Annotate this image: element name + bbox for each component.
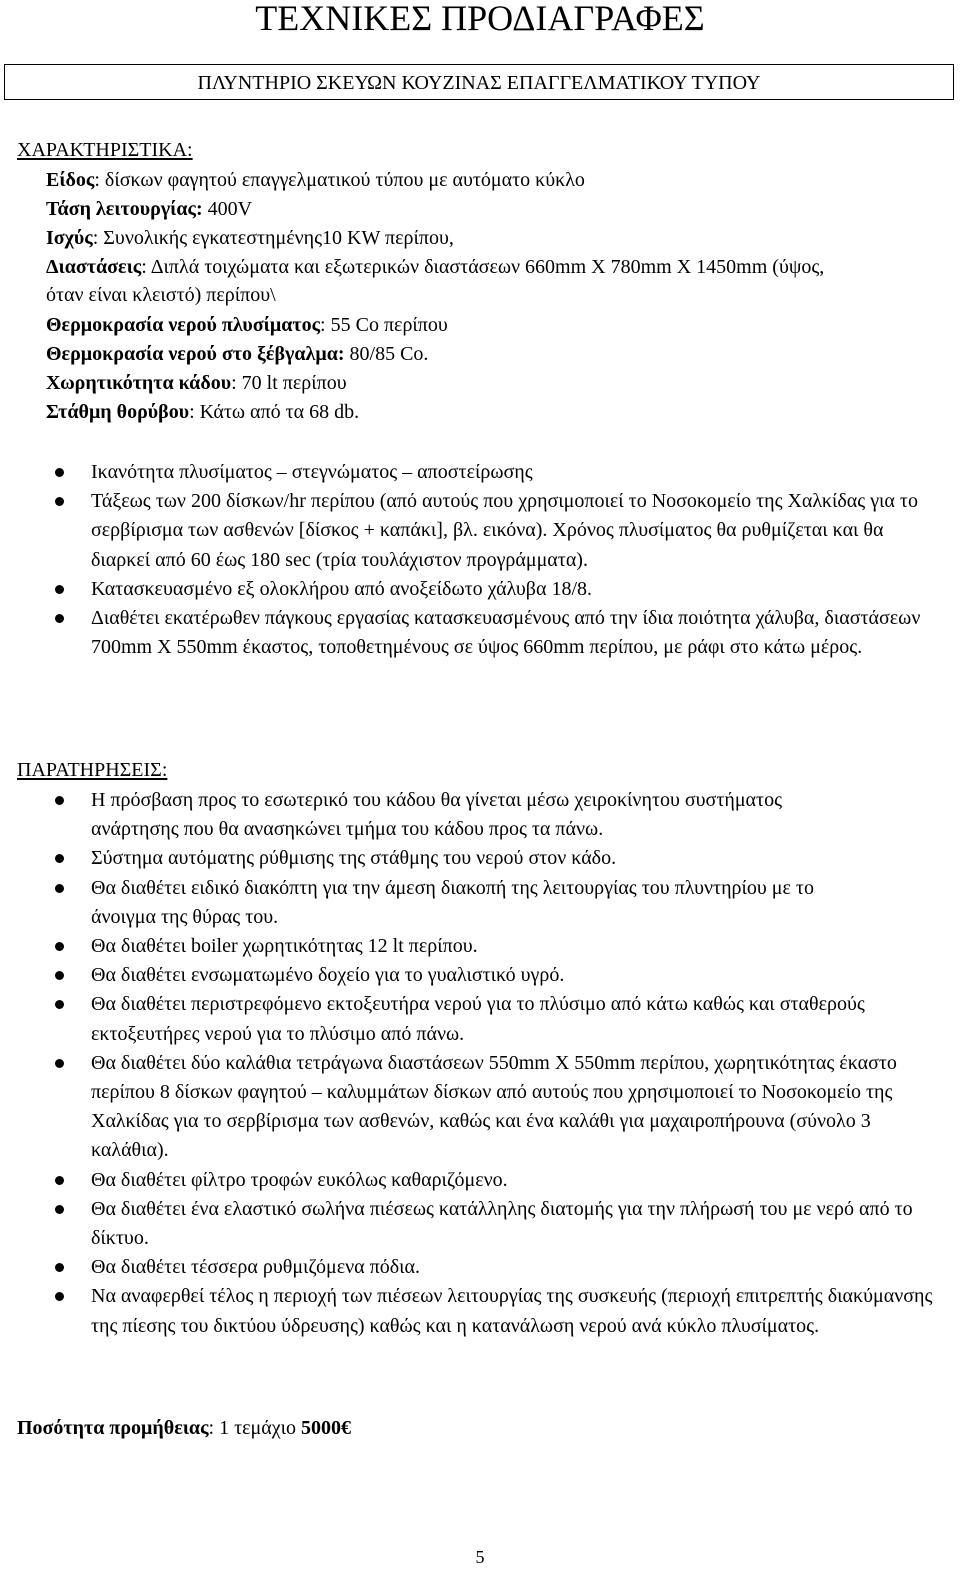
- spec-row: [46, 166, 926, 194]
- bullet-icon: [55, 1263, 64, 1272]
- bullet-icon: [55, 971, 64, 980]
- bullet-icon: [55, 884, 64, 893]
- list-item: [0, 1049, 960, 1166]
- list-item-text: Θα διαθέτει φίλτρο τροφών ευκόλως καθαριζόμενο.: [91, 1168, 508, 1191]
- page-number: 5: [475, 1547, 485, 1567]
- list-item: [0, 1282, 960, 1340]
- list-item: [0, 786, 960, 844]
- spec-row: [46, 398, 926, 426]
- page-title: ΤΕΧΝΙΚΕΣ ΠΡΟΔΙΑΓΡΑΦΕΣ: [255, 0, 705, 38]
- list-item: [0, 575, 960, 604]
- spec-label: Χωρητικότητα κάδου: [46, 372, 232, 394]
- bullet-icon: [55, 614, 64, 623]
- spec-label: Θερμοκρασία νερού πλυσίματος: [46, 314, 321, 336]
- quantity-text: : 1 τεμάχιο: [208, 1417, 301, 1439]
- spec-value: 80/85 Co.: [344, 343, 429, 365]
- list-item-text: Ικανότητα πλυσίματος – στεγνώματος – αποστείρωσης: [91, 461, 533, 483]
- list-item: [0, 458, 960, 487]
- spec-value: 400V: [202, 198, 253, 220]
- quantity-price: 5000€: [301, 1417, 351, 1439]
- quantity-label: Ποσότητα προμήθειας: [17, 1417, 209, 1439]
- bullet-icon: [55, 796, 64, 805]
- remarks-heading: ΠΑΡΑΤΗΡΗΣΕΙΣ:: [17, 759, 168, 781]
- spec-row: [46, 253, 866, 309]
- spec-value: : Συνολικής εγκατεστημένης10 KW περίπου,: [92, 227, 454, 249]
- bullet-icon: [55, 1205, 64, 1214]
- spec-row: [46, 369, 926, 397]
- spec-row: [46, 195, 926, 223]
- list-item: [0, 1253, 960, 1282]
- bullet-icon: [55, 1176, 64, 1185]
- spec-label: Θερμοκρασία νερού στο ξέβγαλμα:: [46, 343, 345, 365]
- spec-value: : Κάτω από τα 68 db.: [189, 401, 360, 423]
- list-item: [0, 932, 960, 961]
- spec-value: : δίσκων φαγητού επαγγελματικού τύπου με αυτόματο κύκλο: [94, 169, 585, 191]
- list-item: [0, 1195, 960, 1253]
- bullet-icon: [55, 1059, 64, 1068]
- list-item-text: Να αναφερθεί τέλος η περιοχή των πιέσεων λειτουργίας της συσκευής (περιοχή επιτρεπτής διακύμανσης της πίεσης του δικτύου ύδρευσης) καθώς και η κατανάλωση νερού ανά κύκλο πλυσίματος.: [91, 1285, 933, 1337]
- list-item: [0, 487, 960, 575]
- characteristics-heading: ΧΑΡΑΚΤΗΡΙΣΤΙΚΑ:: [17, 139, 193, 161]
- list-item-text: Διαθέτει εκατέρωθεν πάγκους εργασίας κατασκευασμένους από την ίδια ποιότητα χάλυβα, διαστάσεων 700mm X 550mm έκαστος, τοποθετημένους σε ύψος 660mm περίπου, με ράφι στο κάτω μέρος.: [91, 607, 921, 659]
- list-item-text: Θα διαθέτει τέσσερα ρυθμιζόμενα πόδια.: [91, 1256, 421, 1279]
- spec-label: Είδος: [46, 169, 95, 191]
- list-item: [0, 990, 960, 1048]
- list-item-text: Η πρόσβαση προς το εσωτερικό του κάδου θα γίνεται μέσω χειροκίνητου συστήματος ανάρτησης που θα ανασηκώνει τμήμα του κάδου προς τα πάνω.: [91, 789, 782, 841]
- spec-label: Διαστάσεις: [46, 256, 142, 278]
- bullet-icon: [55, 585, 64, 594]
- bullet-icon: [55, 942, 64, 951]
- supply-quantity: [17, 1416, 351, 1440]
- bullet-icon: [55, 854, 64, 863]
- product-subtitle: ΠΛΥΝΤΗΡΙΟ ΣΚΕΥΩΝ ΚΟΥΖΙΝΑΣ ΕΠΑΓΓΕΛΜΑΤΙΚΟΥ ΤΥΠΟΥ: [4, 64, 954, 100]
- list-item-text: Κατασκευασμένο εξ ολοκλήρου από ανοξείδωτο χάλυβα 18/8.: [91, 577, 593, 600]
- spec-label: Στάθμη θορύβου: [46, 401, 190, 423]
- spec-row: [46, 340, 926, 368]
- spec-value: : 55 Co περίπου: [320, 314, 448, 336]
- list-item-text: Θα διαθέτει ενσωματωμένο δοχείο για το γυαλιστικό υγρό.: [91, 964, 565, 987]
- list-item: [0, 961, 960, 990]
- list-item-text: Θα διαθέτει περιστρεφόμενο εκτοξευτήρα νερού για το πλύσιμο από κάτω καθώς και σταθερούς εκτοξευτήρες νερού για το πλύσιμο από πάνω.: [91, 993, 865, 1045]
- spec-row: [46, 224, 926, 252]
- list-item: [0, 604, 960, 662]
- spec-value: : Διπλά τοιχώματα και εξωτερικών διαστάσεων 660mm X 780mm X 1450mm (ύψος, όταν είναι κλειστό) περίπου\: [46, 256, 825, 306]
- list-item-text: Θα διαθέτει ειδικό διακόπτη για την άμεση διακοπή της λειτουργίας του πλυντηρίου με το άνοιγμα της θύρας του.: [91, 876, 814, 928]
- spec-label: Ισχύς: [46, 227, 93, 249]
- characteristics-bullet-list: [0, 458, 960, 662]
- list-item: [0, 874, 960, 932]
- list-item-text: Θα διαθέτει boiler χωρητικότητας 12 lt περίπου.: [91, 935, 478, 958]
- spec-value: : 70 lt περίπου: [231, 372, 347, 394]
- remarks-bullet-list: [0, 786, 960, 1341]
- bullet-icon: [55, 1292, 64, 1301]
- list-item: [0, 1166, 960, 1195]
- list-item-text: Τάξεως των 200 δίσκων/hr περίπου (από αυτούς που χρησιμοποιεί το Νοσοκομείο της Χαλκίδας για το σερβίρισμα των ασθενών [δίσκος + καπάκι], βλ. εικόνα). Χρόνος πλυσίματος θα ρυθμίζεται και θα διαρκεί από 60 έως 180 sec (τρία τουλάχιστον προγράμματα).: [91, 490, 918, 571]
- list-item-text: Θα διαθέτει δύο καλάθια τετράγωνα διαστάσεων 550mm X 550mm περίπου, χωρητικότητας έκαστο περίπου 8 δίσκων φαγητού – καλυμμάτων δίσκων από αυτούς που χρησιμοποιεί το Νοσοκομείο της Χαλκίδας για το σερβίρισμα των ασθενών, καθώς και ένα καλάθι για μαχαιροπήρουνα (σύνολο 3 καλάθια).: [91, 1051, 897, 1162]
- bullet-icon: [55, 468, 64, 477]
- spec-label: Τάση λειτουργίας:: [46, 198, 203, 220]
- list-item-text: Θα διαθέτει ένα ελαστικό σωλήνα πιέσεως κατάλληλης διατομής για την πλήρωσή του με νερό από το δίκτυο.: [91, 1197, 913, 1250]
- spec-row: [46, 311, 926, 339]
- bullet-icon: [55, 497, 64, 506]
- list-item-text: Σύστημα αυτόματης ρύθμισης της στάθμης του νερού στον κάδο.: [91, 847, 617, 870]
- list-item: [0, 844, 960, 873]
- bullet-icon: [55, 1000, 64, 1009]
